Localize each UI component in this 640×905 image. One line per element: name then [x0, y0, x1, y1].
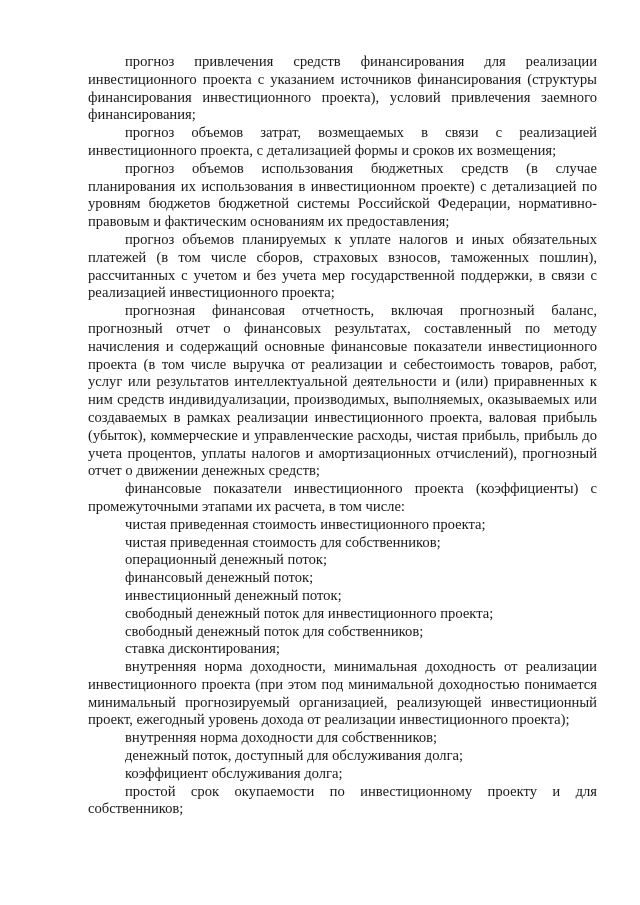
list-item: коэффициент обслуживания долга;	[125, 765, 343, 782]
list-item: ставка дисконтирования;	[125, 641, 280, 658]
paragraph-financial-indicators: финансовые показатели инвестиционного проекта (коэффициенты) с промежуточными этапами их расчета, в том числе:	[88, 481, 597, 515]
list-item: чистая приведенная стоимость для собственников;	[125, 534, 441, 551]
list-item: инвестиционный денежный поток;	[125, 587, 342, 604]
list-item: свободный денежный поток для инвестиционного проекта;	[125, 605, 494, 622]
list-item: внутренняя норма доходности для собственников;	[125, 730, 438, 747]
list-item: денежный поток, доступный для обслуживания долга;	[125, 748, 464, 765]
paragraph-payback: простой срок окупаемости по инвестиционному проекту и для собственников;	[88, 783, 597, 818]
list-item: операционный денежный поток;	[125, 552, 328, 569]
paragraph-financing-forecast: прогноз привлечения средств финансирования для реализации инвестиционного проекта с указанием источников финансирования (структуры финансирования инвестиционного проекта), условий привлечения заемного финансирования;	[88, 54, 597, 124]
list-item: свободный денежный поток для собственников;	[125, 623, 424, 640]
document-page	[88, 54, 597, 819]
paragraph-budget-forecast: прогноз объемов использования бюджетных средств (в случае планирования их использования в инвестиционном проекте) с детализацией по уровням бюджетов бюджетной системы Российской Федерации, нормативно-правовым и фактическим основаниям их предоставления;	[88, 160, 597, 231]
paragraph-costs-forecast: прогноз объемов затрат, возмещаемых в связи с реализацией инвестиционного проекта, с детализацией формы и сроков их возмещения;	[88, 125, 597, 159]
list-item: финансовый денежный поток;	[125, 570, 314, 587]
list-item: чистая приведенная стоимость инвестиционного проекта;	[125, 516, 486, 533]
paragraph-taxes-forecast: прогноз объемов планируемых к уплате налогов и иных обязательных платежей (в том числе сборов, страховых взносов, таможенных пошлин), рассчитанных с учетом и без учета мер государственной поддержки, в связи с реализацией инвестиционного проекта;	[88, 231, 597, 302]
paragraph-financial-statements: прогнозная финансовая отчетность, включая прогнозный баланс, прогнозный отчет о финансовых результатах, составленный по методу начисления и содержащий основные финансовые показатели инвестиционного проекта (в том числе выручка от реализации и себестоимость товаров, работ, услуг или результатов интеллектуальной деятельности и (или) приравненных к ним средств индивидуализации, производимых, выполняемых, оказываемых или создаваемых в рамках реализации инвестиционного проекта, валовая прибыль (убыток), коммерческие и управленческие расходы, чистая прибыль, прибыль до учета процентов, уплаты налогов и амортизационных отчислений), прогнозный отчет о движении денежных средств;	[88, 303, 597, 480]
paragraph-irr: внутренняя норма доходности, минимальная доходность от реализации инвестиционного проекта (при этом под минимальной доходностью понимается минимальный прогнозируемый организацией, реализующей инвестиционный проект, ежегодный уровень дохода от реализации инвестиционного проекта);	[88, 659, 597, 729]
